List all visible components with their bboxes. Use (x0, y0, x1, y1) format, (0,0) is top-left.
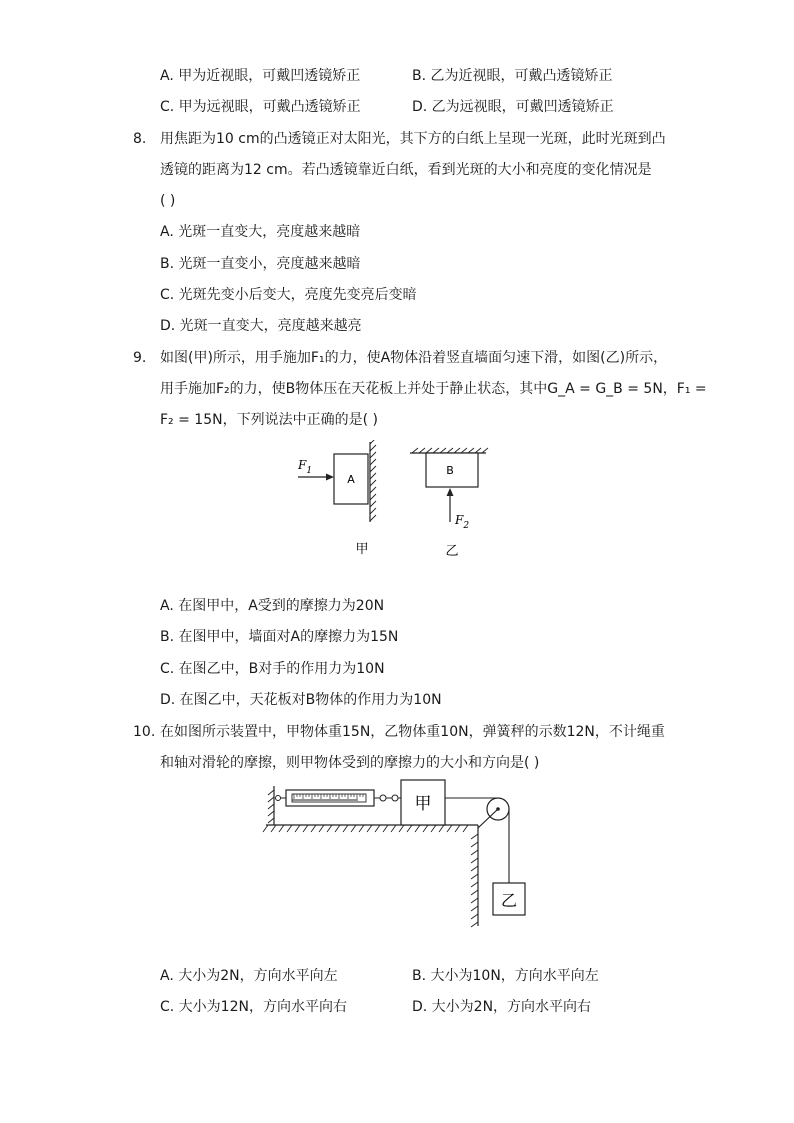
q9-figure-yi (410, 448, 488, 559)
force-f2-label: $F_2$ (455, 513, 470, 531)
q8-stem-line1: 用焦距为10 cm的凸透镜正对太阳光，其下方的白纸上呈现一光斑，此时光斑到凸 (160, 131, 666, 147)
force-f1-arrowhead (326, 474, 334, 481)
table-edge-hatch (471, 834, 478, 927)
q9-option-a: A. 在图甲中，A受到的摩擦力为20N (160, 598, 385, 614)
q8-option-a: A. 光斑一直变大，亮度越来越暗 (160, 224, 361, 240)
q8-option-c: C. 光斑先变小后变大，亮度先变亮后变暗 (160, 287, 417, 303)
q8-option-b: B. 光斑一直变小，亮度越来越暗 (160, 256, 361, 272)
caption-yi: 乙 (445, 544, 459, 559)
q8-stem-line2: 透镜的距离为12 cm。若凸透镜靠近白纸，看到光斑的大小和亮度的变化情况是 (160, 162, 652, 178)
wall-hatch (370, 440, 376, 521)
q9-stem-line1: 如图(甲)所示，用手施加F₁的力，使A物体沿着竖直墙面匀速下滑，如图(乙)所示， (160, 350, 668, 366)
block-jia-label: 甲 (414, 794, 432, 814)
q10-figure (262, 778, 532, 933)
q10-stem-line2: 和轴对滑轮的摩擦，则甲物体受到的摩擦力的大小和方向是( ) (160, 755, 540, 771)
q9-figure-jia (297, 440, 376, 557)
ceiling-hatch (412, 448, 488, 453)
table-hatch (263, 825, 468, 832)
q7-option-c: C. 甲为远视眼，可戴凸透镜矫正 (160, 99, 361, 115)
q10-option-c: C. 大小为12N，方向水平向右 (160, 999, 347, 1015)
q7-option-d: D. 乙为远视眼，可戴凹透镜矫正 (412, 99, 614, 115)
q9-option-b: B. 在图甲中，墙面对A的摩擦力为15N (160, 629, 399, 645)
force-f1-label: $F_1$ (298, 458, 313, 476)
q8-option-d: D. 光斑一直变大，亮度越来越亮 (160, 318, 362, 334)
block-yi-label: 乙 (500, 891, 518, 910)
caption-jia: 甲 (355, 542, 369, 557)
q9-stem-line2: 用手施加F₂的力，使B物体压在天花板上并处于静止状态，其中G_A = G_B = 5N，F₁ = (160, 381, 707, 397)
left-wall-hatch (268, 790, 274, 823)
q10-option-d: D. 大小为2N，方向水平向右 (412, 999, 592, 1015)
q10-stem-line1: 在如图所示装置中，甲物体重15N，乙物体重10N，弹簧秤的示数12N，不计绳重 (160, 724, 665, 740)
q9-option-d: D. 在图乙中，天花板对B物体的作用力为10N (160, 692, 442, 708)
q9-option-c: C. 在图乙中，B对手的作用力为10N (160, 661, 385, 677)
q9-figure (290, 440, 510, 565)
q10-number: 10. (133, 724, 156, 740)
q9-number: 9. (133, 350, 147, 366)
q10-option-b: B. 大小为10N，方向水平向左 (412, 968, 599, 984)
q8-number: 8. (133, 131, 147, 147)
q8-stem-line3: ( ) (160, 193, 176, 209)
q10-option-a: A. 大小为2N，方向水平向左 (160, 968, 338, 984)
spring-scale (276, 790, 402, 806)
force-f2-arrowhead (447, 488, 454, 496)
block-a-label: A (347, 473, 355, 486)
q9-stem-line3: F₂ = 15N，下列说法中正确的是( ) (160, 412, 378, 428)
q7-option-a: A. 甲为近视眼，可戴凹透镜矫正 (160, 68, 361, 84)
q7-option-b: B. 乙为近视眼，可戴凸透镜矫正 (412, 68, 613, 84)
block-b-label: B (446, 464, 454, 477)
